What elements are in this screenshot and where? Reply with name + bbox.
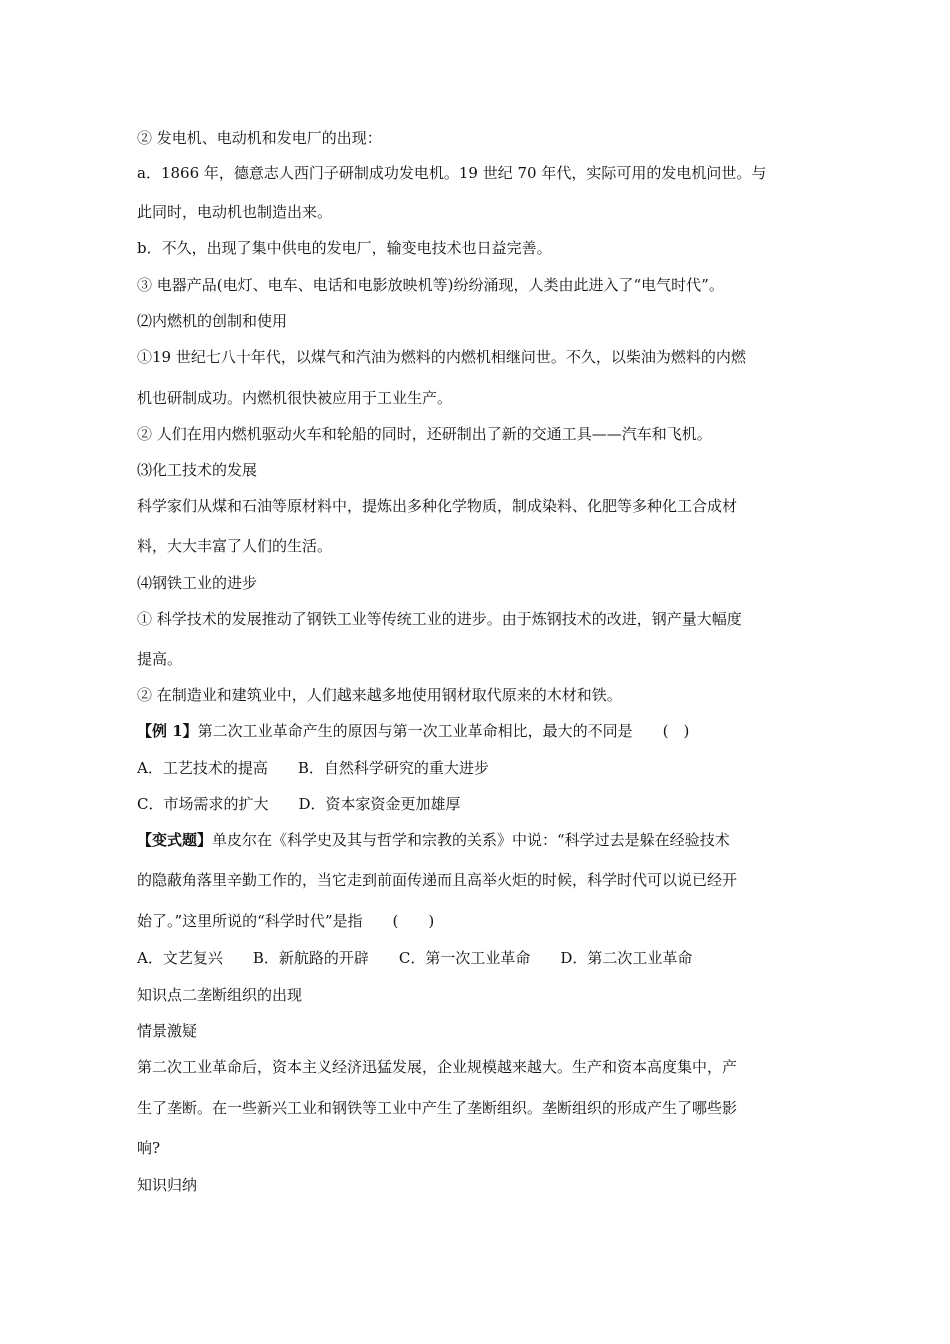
variant-text: 单皮尔在《科学史及其与哲学和宗教的关系》中说：“科学过去是躲在经验技术 <box>212 831 730 849</box>
text-line: a．1866 年，德意志人西门子研制成功发电机。19 世纪 70 年代，实际可用的发电机问世。与 <box>137 164 767 182</box>
text-line: b．不久，出现了集中供电的发电厂，输变电技术也日益完善。 <box>137 239 552 257</box>
subheading-summary: 知识归纳 <box>137 1176 198 1194</box>
example-1-options-ab: A．工艺技术的提高 B．自然科学研究的重大进步 <box>137 759 489 777</box>
text-line: ⑶化工技术的发展 <box>137 461 258 479</box>
paragraph-line: 生了垄断。在一些新兴工业和钢铁等工业中产生了垄断组织。垄断组织的形成产生了哪些影 <box>137 1099 738 1117</box>
text-line: ② 发电机、电动机和发电厂的出现： <box>137 129 382 147</box>
text-line: ①19 世纪七八十年代，以煤气和汽油为燃料的内燃机相继问世。不久，以柴油为燃料的内燃 <box>137 348 746 366</box>
text-line: 科学家们从煤和石油等原材料中，提炼出多种化学物质，制成染料、化肥等多种化工合成材 <box>137 497 738 515</box>
text-line: 此同时，电动机也制造出来。 <box>137 203 333 221</box>
variant-question-line3: 始了。”这里所说的“科学时代”是指 ( ) <box>137 912 435 930</box>
paragraph-line: 第二次工业革命后，资本主义经济迅猛发展，企业规模越来越大。生产和资本高度集中，产 <box>137 1058 738 1076</box>
example-1-options-cd: C．市场需求的扩大 D．资本家资金更加雄厚 <box>137 795 461 813</box>
variant-question-line1 <box>137 830 827 850</box>
text-line: 提高。 <box>137 650 183 668</box>
text-line: ⑷钢铁工业的进步 <box>137 574 258 592</box>
text-line: 料，大大丰富了人们的生活。 <box>137 537 333 555</box>
example-1-tag: 【例 1】 <box>137 722 198 740</box>
variant-question-line2: 的隐蔽角落里辛勤工作的，当它走到前面传递而且高举火炬的时候，科学时代可以说已经开 <box>137 871 738 889</box>
subheading-scenario: 情景激疑 <box>137 1022 198 1040</box>
variant-tag: 【变式题】 <box>137 831 213 849</box>
example-1-text: 第二次工业革命产生的原因与第一次工业革命相比，最大的不同是 ( ) <box>197 722 690 740</box>
text-line: ② 人们在用内燃机驱动火车和轮船的同时，还研制出了新的交通工具——汽车和飞机。 <box>137 425 712 443</box>
paragraph-line: 响? <box>137 1139 161 1157</box>
text-line: ① 科学技术的发展推动了钢铁工业等传统工业的进步。由于炼钢技术的改进，钢产量大幅度 <box>137 610 742 628</box>
text-line: ⑵内燃机的创制和使用 <box>137 312 288 330</box>
text-line: 机也研制成功。内燃机很快被应用于工业生产。 <box>137 389 453 407</box>
text-line: ② 在制造业和建筑业中，人们越来越多地使用钢材取代原来的木材和铁。 <box>137 686 622 704</box>
section-heading: 知识点二垄断组织的出现 <box>137 986 303 1004</box>
example-1-question <box>137 721 827 741</box>
text-line: ③ 电器产品(电灯、电车、电话和电影放映机等)纷纷涌现，人类由此进入了“电气时代”。 <box>137 276 724 294</box>
variant-options: A．文艺复兴 B．新航路的开辟 C．第一次工业革命 D．第二次工业革命 <box>137 949 693 967</box>
